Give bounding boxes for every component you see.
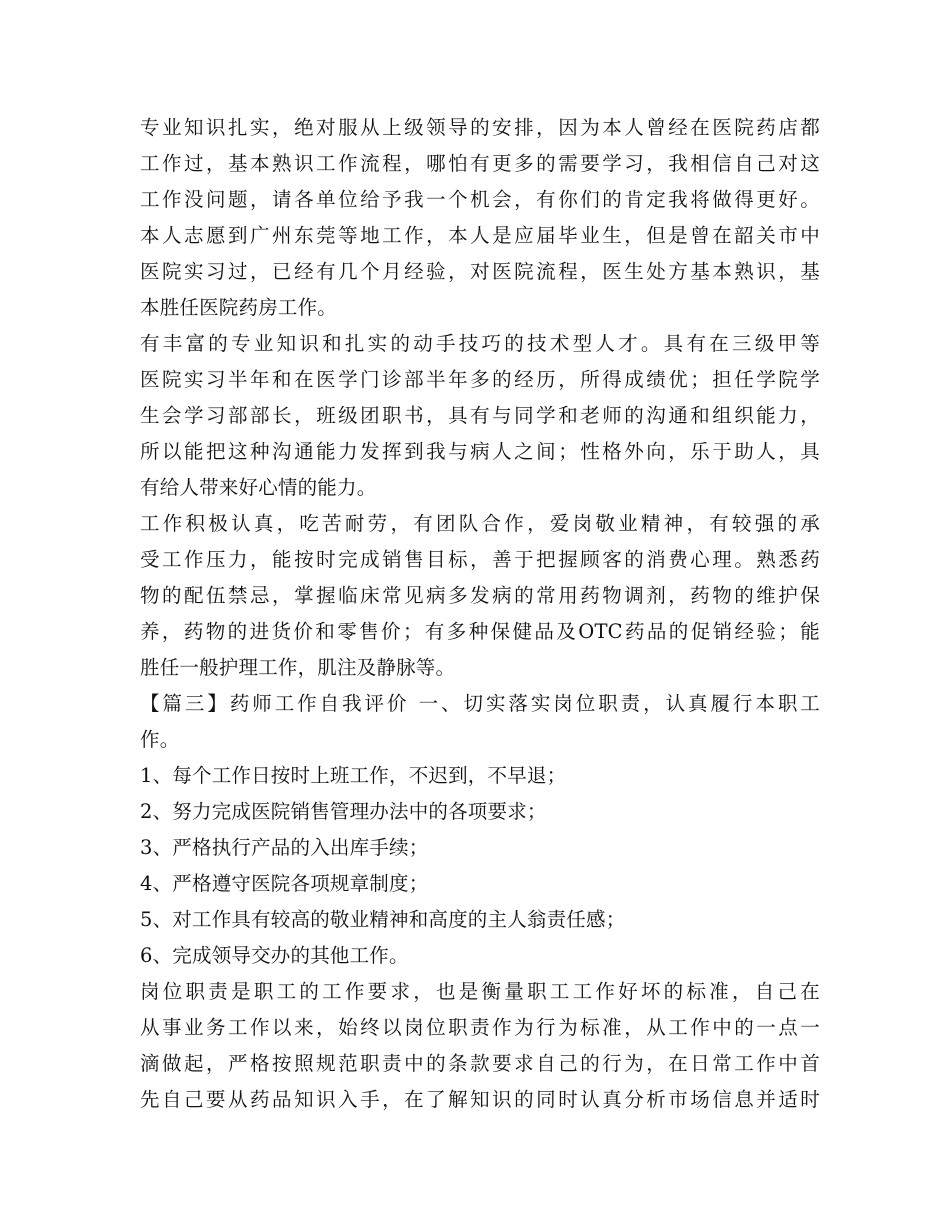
text-line: 生会学习部部长，班级团职书，具有与同学和老师的沟通和组织能力， (140, 404, 820, 427)
text-line: 岗位职责是职工的工作要求，也是衡量职工工作好坏的标准，自己在 (140, 980, 820, 1003)
text-line: 本人志愿到广州东莞等地工作，本人是应届毕业生，但是曾在韶关市中 (140, 224, 820, 247)
list-item: 3、严格执行产品的入出库手续； (140, 836, 429, 859)
list-item: 5、对工作具有较高的敬业精神和高度的主人翁责任感； (140, 908, 626, 931)
text-line: 受工作压力，能按时完成销售目标，善于把握顾客的消费心理。熟悉药 (140, 548, 820, 571)
text-line: 先自己要从药品知识入手，在了解知识的同时认真分析市场信息并适时 (140, 1088, 820, 1111)
section-heading-line: 【篇三】药师工作自我评价 一、切实落实岗位职责，认真履行本职工 (140, 692, 820, 715)
text-line: 本胜任医院药房工作。 (140, 296, 338, 319)
list-item: 6、完成领导交办的其他工作。 (140, 944, 409, 967)
text-line: 物的配伍禁忌，掌握临床常见病多发病的常用药物调剂，药物的维护保 (140, 584, 820, 607)
list-item: 1、每个工作日按时上班工作，不迟到，不早退； (140, 764, 567, 787)
text-line: 作。 (140, 728, 180, 751)
list-item: 4、严格遵守医院各项规章制度； (140, 872, 429, 895)
text-line: 医院实习过，已经有几个月经验，对医院流程，医生处方基本熟识，基 (140, 260, 820, 283)
text-line: 工作积极认真，吃苦耐劳，有团队合作，爱岗敬业精神，有较强的承 (140, 512, 820, 535)
text-line: 滴做起，严格按照规范职责中的条款要求自己的行为，在日常工作中首 (140, 1052, 820, 1075)
text-line: 胜任一般护理工作，肌注及静脉等。 (140, 656, 456, 679)
text-line: 工作没问题，请各单位给予我一个机会，有你们的肯定我将做得更好。 (140, 188, 820, 211)
text-line: 医院实习半年和在医学门诊部半年多的经历，所得成绩优；担任学院学 (140, 368, 820, 391)
text-line: 所以能把这种沟通能力发挥到我与病人之间；性格外向，乐于助人，具 (140, 440, 820, 463)
document-body (140, 110, 820, 1118)
text-line: 专业知识扎实，绝对服从上级领导的安排，因为本人曾经在医院药店都 (140, 116, 820, 139)
text-line: 养，药物的进货价和零售价；有多种保健品及OTC药品的促销经验；能 (140, 620, 820, 643)
list-item: 2、努力完成医院销售管理办法中的各项要求； (140, 800, 547, 823)
text-line: 有丰富的专业知识和扎实的动手技巧的技术型人才。具有在三级甲等 (140, 332, 820, 355)
text-line: 从事业务工作以来，始终以岗位职责作为行为标准，从工作中的一点一 (140, 1016, 820, 1039)
text-line: 有给人带来好心情的能力。 (140, 476, 377, 499)
text-line: 工作过，基本熟识工作流程，哪怕有更多的需要学习，我相信自己对这 (140, 152, 820, 175)
